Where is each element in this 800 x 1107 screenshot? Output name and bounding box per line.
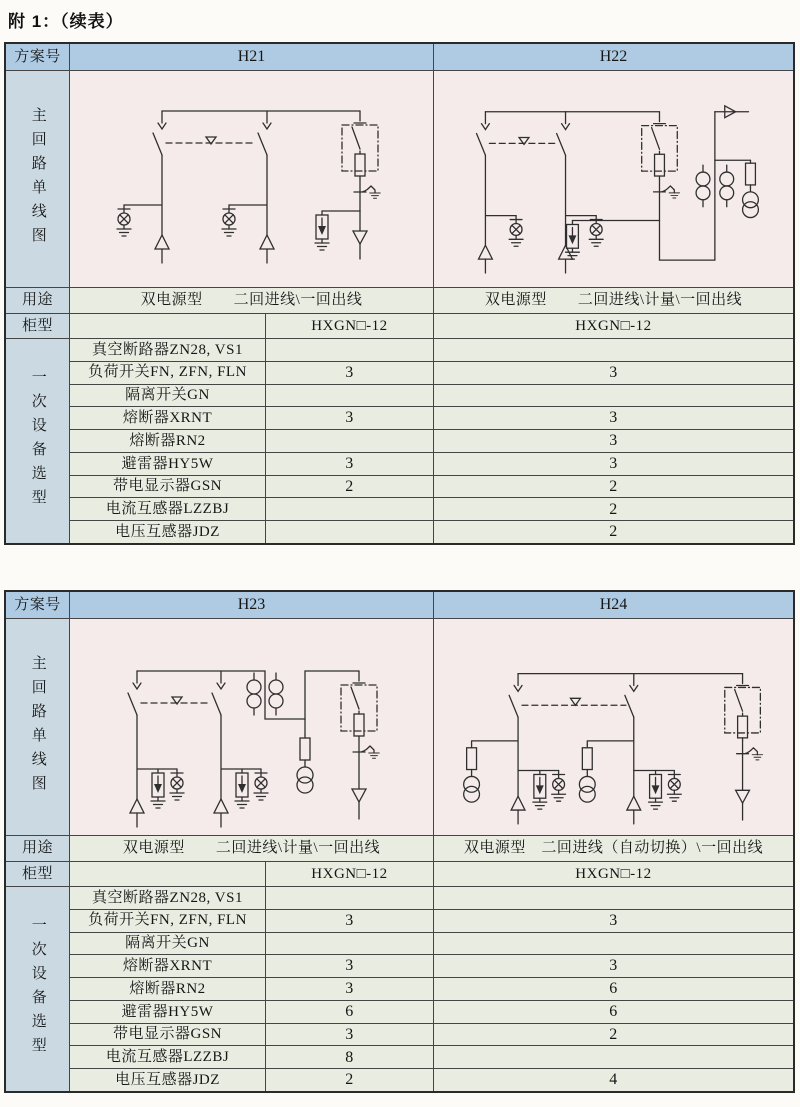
equipment-label: 一次设备选型: [6, 339, 69, 543]
scheme-table: [4, 42, 795, 545]
equipment-qty: 2: [434, 476, 793, 498]
equipment-qty: 3: [434, 362, 793, 384]
equipment-name: 隔离开关GN: [70, 385, 265, 407]
circuit-drawing: [70, 71, 433, 287]
equipment-qty: 3: [434, 453, 793, 475]
scheme-table: [4, 590, 795, 1093]
cabinet-type: HXGN□-12: [266, 314, 433, 338]
equipment-name: 隔离开关GN: [70, 933, 265, 955]
equipment-name: 熔断器RN2: [70, 978, 265, 1000]
equipment-qty: 6: [266, 1001, 433, 1023]
circuit-drawing: [434, 71, 793, 287]
equipment-name: 避雷器HY5W: [70, 453, 265, 475]
equipment-qty: 3: [434, 910, 793, 932]
equipment-qty: 6: [434, 1001, 793, 1023]
cabinet-label: 柜型: [6, 862, 69, 886]
equipment-name: 负荷开关FN, ZFN, FLN: [70, 910, 265, 932]
equipment-qty: 2: [434, 498, 793, 520]
equipment-name: 真空断路器ZN28, VS1: [70, 339, 265, 361]
equipment-name: 电压互感器JDZ: [70, 521, 265, 543]
equipment-qty: [266, 933, 433, 955]
circuit-drawing: [434, 619, 793, 835]
scheme-id: H23: [70, 592, 433, 618]
usage-value: 双电源型 二回进线\计量\一回出线: [434, 288, 793, 313]
equipment-name: 熔断器RN2: [70, 430, 265, 452]
scheme-id: H24: [434, 592, 793, 618]
scheme-no-label: 方案号: [6, 592, 69, 618]
usage-label: 用途: [6, 288, 69, 313]
cabinet-empty-cell: [70, 862, 265, 886]
equipment-qty: [434, 385, 793, 407]
single-line-diagram: [70, 71, 433, 287]
single-line-diagram: [434, 619, 793, 835]
equipment-qty: 3: [434, 955, 793, 977]
equipment-name: 带电显示器GSN: [70, 476, 265, 498]
circuit-drawing: [70, 619, 433, 835]
cabinet-type: HXGN□-12: [266, 862, 433, 886]
equipment-qty: 2: [266, 476, 433, 498]
page-title: 附 1：（续表）: [8, 12, 124, 31]
equipment-name: 熔断器XRNT: [70, 955, 265, 977]
single-line-diagram: [70, 619, 433, 835]
usage-value: 双电源型 二回进线\计量\一回出线: [70, 836, 433, 861]
equipment-name: 避雷器HY5W: [70, 1001, 265, 1023]
equipment-qty: 3: [266, 910, 433, 932]
equipment-qty: [266, 385, 433, 407]
scheme-id: H22: [434, 44, 793, 70]
equipment-qty: 3: [434, 407, 793, 429]
equipment-qty: [434, 339, 793, 361]
usage-label: 用途: [6, 836, 69, 861]
equipment-qty: 3: [266, 407, 433, 429]
equipment-qty: [266, 339, 433, 361]
equipment-qty: 2: [434, 521, 793, 543]
usage-value: 双电源型 二回进线\一回出线: [70, 288, 433, 313]
equipment-name: 电压互感器JDZ: [70, 1069, 265, 1091]
equipment-qty: 3: [266, 1024, 433, 1046]
equipment-qty: 3: [266, 453, 433, 475]
equipment-qty: [266, 887, 433, 909]
equipment-name: 熔断器XRNT: [70, 407, 265, 429]
equipment-qty: 8: [266, 1046, 433, 1068]
equipment-label: 一次设备选型: [6, 887, 69, 1091]
cabinet-type: HXGN□-12: [434, 314, 793, 338]
equipment-name: 负荷开关FN, ZFN, FLN: [70, 362, 265, 384]
equipment-qty: 3: [266, 362, 433, 384]
diagram-label: 主回路单线图: [6, 619, 69, 835]
equipment-qty: [434, 887, 793, 909]
equipment-qty: 2: [434, 1024, 793, 1046]
equipment-qty: [434, 1046, 793, 1068]
cabinet-type: HXGN□-12: [434, 862, 793, 886]
equipment-qty: 4: [434, 1069, 793, 1091]
equipment-name: 真空断路器ZN28, VS1: [70, 887, 265, 909]
diagram-label: 主回路单线图: [6, 71, 69, 287]
equipment-qty: 3: [434, 430, 793, 452]
equipment-qty: [266, 498, 433, 520]
equipment-qty: 3: [266, 978, 433, 1000]
scheme-no-label: 方案号: [6, 44, 69, 70]
equipment-qty: 2: [266, 1069, 433, 1091]
cabinet-label: 柜型: [6, 314, 69, 338]
usage-value: 双电源型 二回进线（自动切换）\一回出线: [434, 836, 793, 861]
equipment-name: 带电显示器GSN: [70, 1024, 265, 1046]
equipment-qty: 3: [266, 955, 433, 977]
equipment-name: 电流互感器LZZBJ: [70, 1046, 265, 1068]
equipment-name: 电流互感器LZZBJ: [70, 498, 265, 520]
single-line-diagram: [434, 71, 793, 287]
equipment-qty: [266, 521, 433, 543]
cabinet-empty-cell: [70, 314, 265, 338]
equipment-qty: [434, 933, 793, 955]
equipment-qty: [266, 430, 433, 452]
equipment-qty: 6: [434, 978, 793, 1000]
scheme-id: H21: [70, 44, 433, 70]
